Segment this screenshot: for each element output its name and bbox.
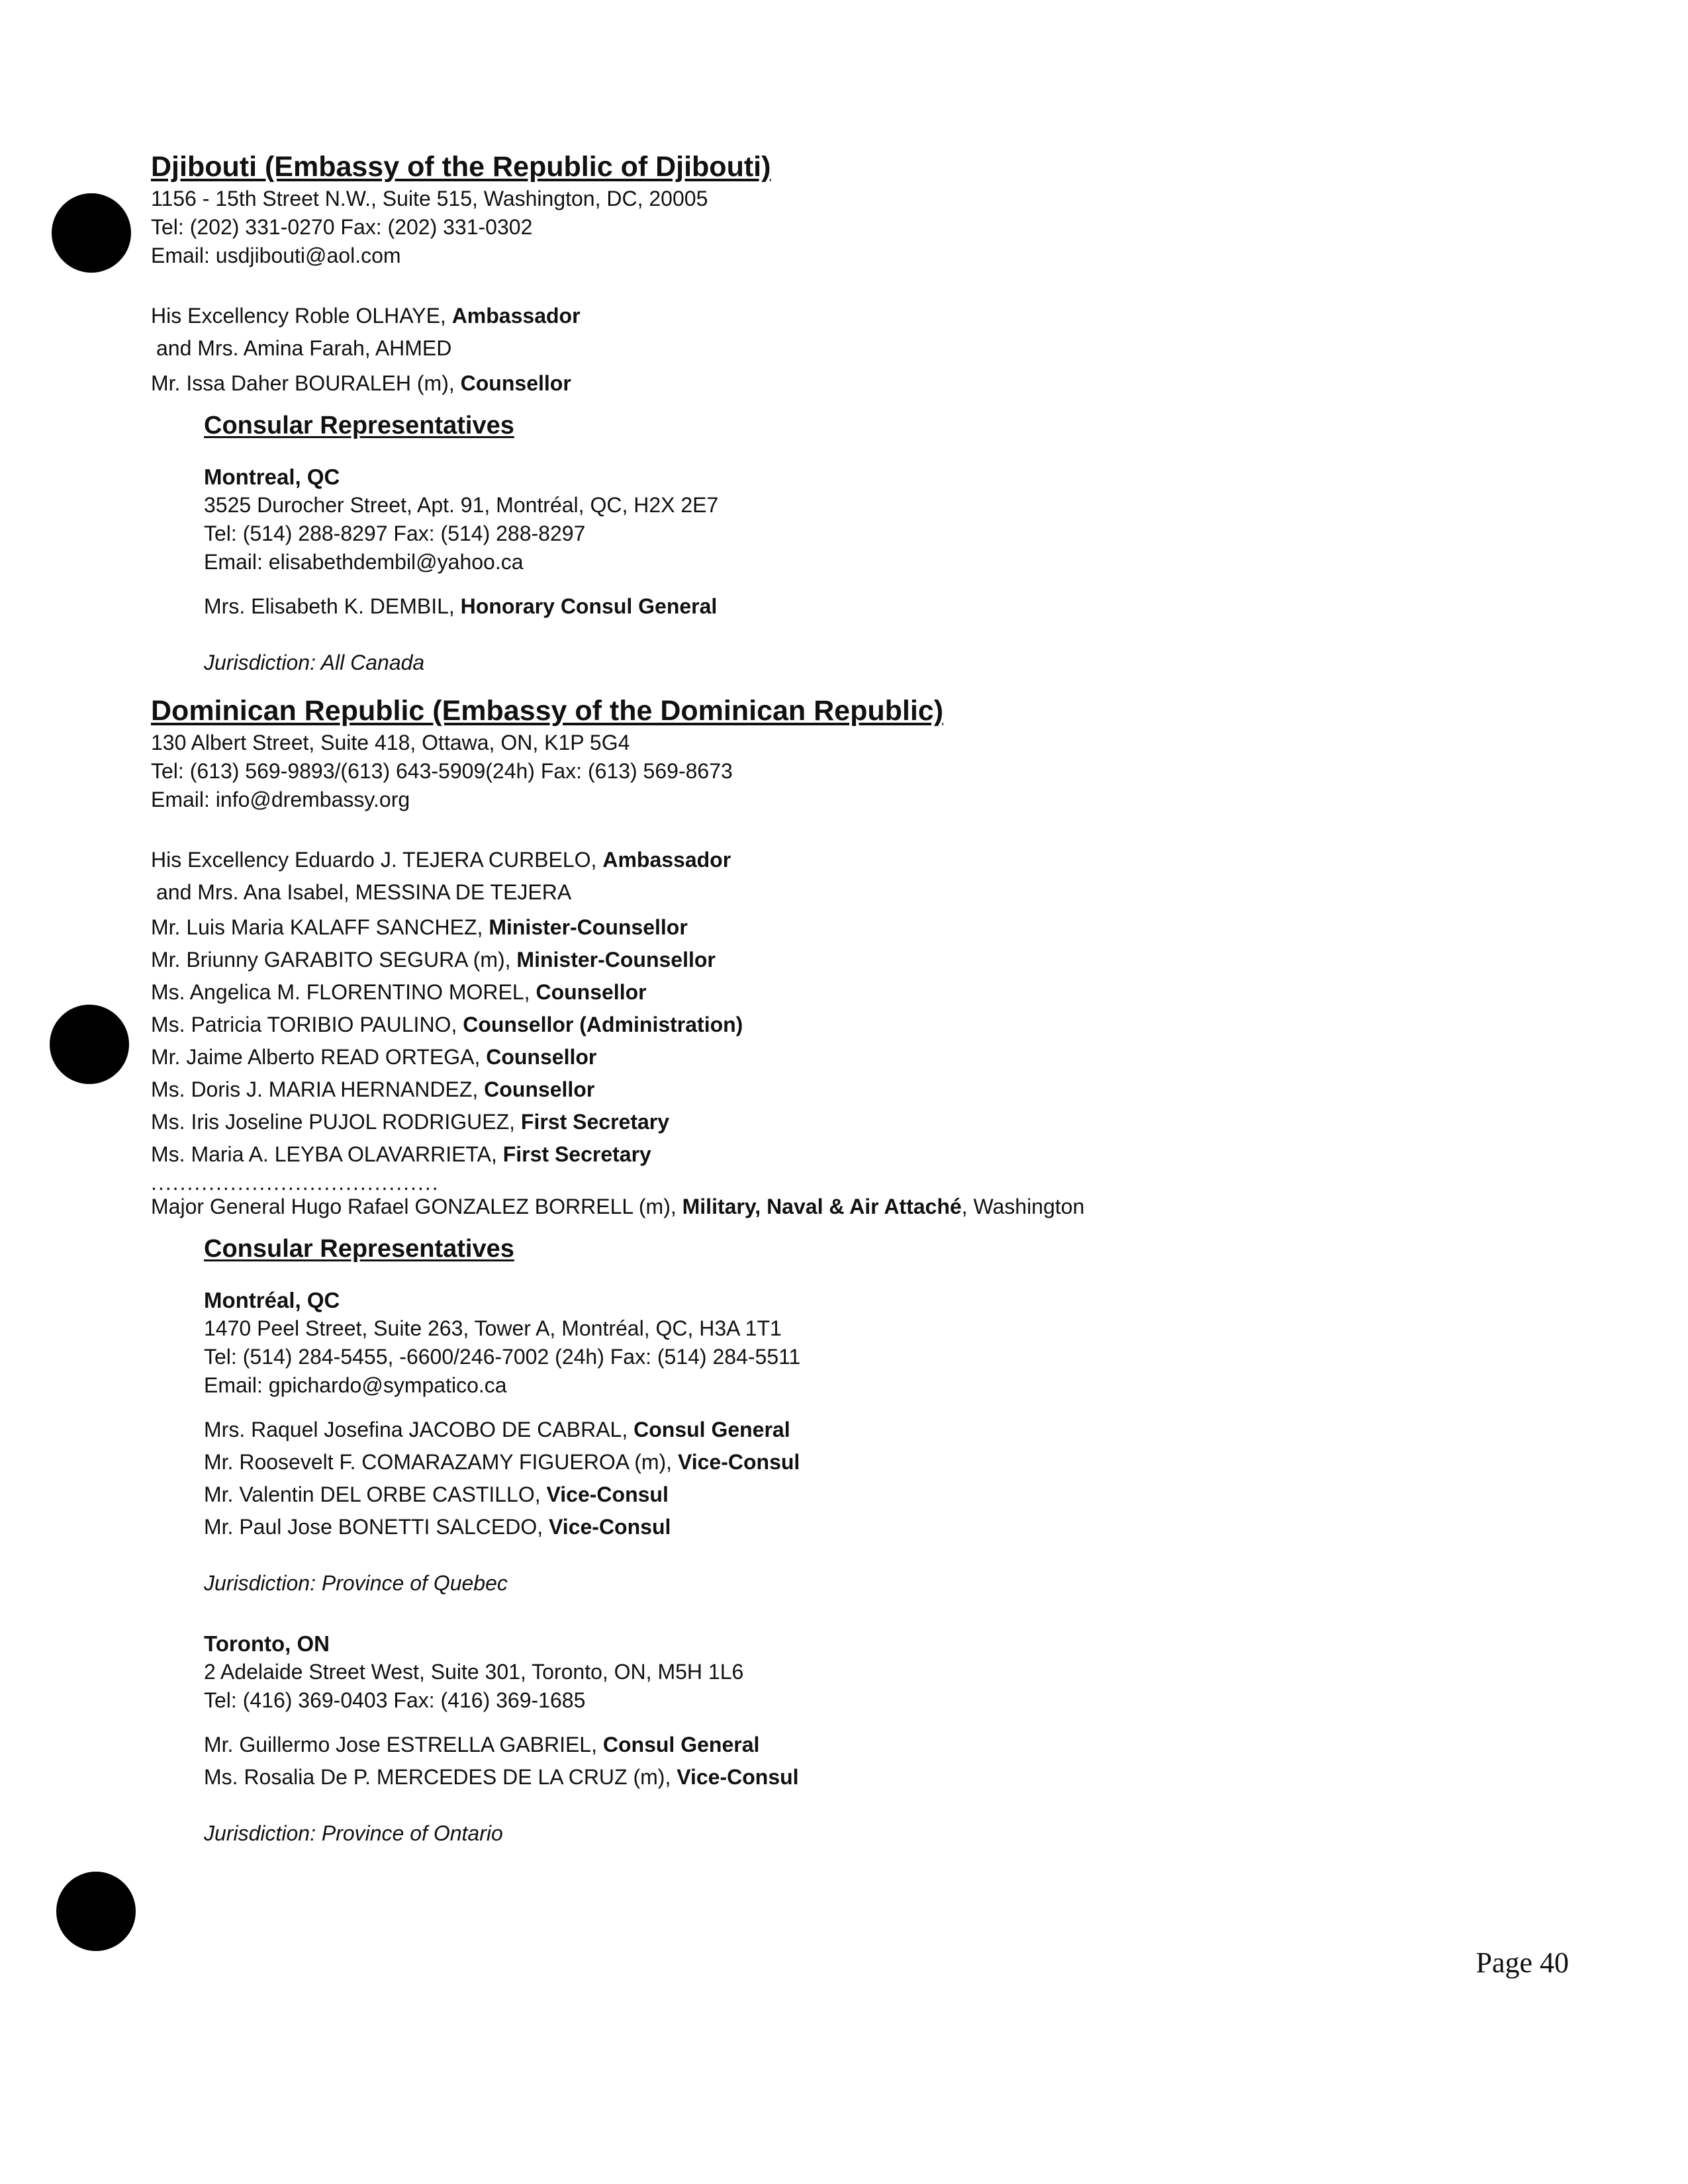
- jurisdiction-note: Jurisdiction: All Canada: [204, 651, 425, 674]
- consular-section: [204, 1233, 1574, 1848]
- jurisdiction-note: Jurisdiction: Province of Quebec: [204, 1571, 508, 1595]
- consular-heading: Consular Representatives: [204, 1235, 514, 1263]
- consulate-address: 2 Adelaide Street West, Suite 301, Toronto, ON, M5H 1L6: [204, 1660, 744, 1684]
- consulate-toronto: [204, 1629, 1574, 1848]
- staff-entry: Ms. Iris Joseline PUJOL RODRIGUEZ, First Secretary: [151, 1110, 670, 1134]
- attache-entry: Major General Hugo Rafael GONZALEZ BORRELL (m), Military, Naval & Air Attaché, Washington: [151, 1195, 1085, 1218]
- punch-hole-top: [52, 193, 131, 273]
- consulate-address: 3525 Durocher Street, Apt. 91, Montréal, QC, H2X 2E7: [204, 493, 719, 517]
- consulate-email: Email: gpichardo@sympatico.ca: [204, 1373, 507, 1397]
- consulate-city: Montréal, QC: [204, 1288, 340, 1312]
- consular-heading: Consular Representatives: [204, 412, 514, 439]
- embassy-phone: Tel: (613) 569-9893/(613) 643-5909(24h) Fax: (613) 569-8673: [151, 759, 733, 783]
- staff-entry: Mrs. Raquel Josefina JACOBO DE CABRAL, Consul General: [204, 1418, 790, 1441]
- staff-entry: Ms. Rosalia De P. MERCEDES DE LA CRUZ (m), Vice-Consul: [204, 1765, 799, 1789]
- consulate-email: Email: elisabethdembil@yahoo.ca: [204, 550, 524, 574]
- staff-spouse: and Mrs. Amina Farah, AHMED: [156, 336, 452, 360]
- staff-entry: Ms. Doris J. MARIA HERNANDEZ, Counsellor: [151, 1077, 595, 1101]
- consulate-city: Montreal, QC: [204, 465, 340, 489]
- embassy-heading: Djibouti (Embassy of the Republic of Djibouti): [151, 151, 771, 183]
- staff-entry: Mr. Issa Daher BOURALEH (m), Counsellor: [151, 371, 571, 395]
- consulate-phone: Tel: (514) 284-5455, -6600/246-7002 (24h) Fax: (514) 284-5511: [204, 1345, 801, 1369]
- consulate-city: Toronto, ON: [204, 1631, 330, 1656]
- staff-entry: His Excellency Eduardo J. TEJERA CURBELO, Ambassador: [151, 848, 731, 872]
- consular-section: [204, 410, 1574, 677]
- consulate-montreal: [204, 1286, 1574, 1598]
- staff-entry: Mr. Paul Jose BONETTI SALCEDO, Vice-Consul: [204, 1515, 671, 1539]
- embassy-email: Email: info@drembassy.org: [151, 788, 410, 811]
- staff-entry: Mr. Luis Maria KALAFF SANCHEZ, Minister-Counsellor: [151, 915, 688, 939]
- consulate-phone: Tel: (416) 369-0403 Fax: (416) 369-1685: [204, 1688, 586, 1712]
- staff-entry: Ms. Maria A. LEYBA OLAVARRIETA, First Secretary: [151, 1142, 651, 1166]
- jurisdiction-note: Jurisdiction: Province of Ontario: [204, 1821, 503, 1845]
- staff-entry: Mr. Jaime Alberto READ ORTEGA, Counsellor: [151, 1045, 597, 1069]
- staff-entry: His Excellency Roble OLHAYE, Ambassador: [151, 304, 581, 328]
- separator-dots: ........................................: [151, 1171, 440, 1195]
- embassy-email: Email: usdjibouti@aol.com: [151, 244, 401, 267]
- staff-entry: Mr. Valentin DEL ORBE CASTILLO, Vice-Consul: [204, 1482, 669, 1506]
- staff-entry: Mr. Briunny GARABITO SEGURA (m), Minister-Counsellor: [151, 948, 716, 972]
- page-number: Page 40: [1476, 1946, 1569, 1979]
- embassy-phone: Tel: (202) 331-0270 Fax: (202) 331-0302: [151, 215, 533, 239]
- directory-page: [151, 149, 1574, 1848]
- staff-entry: Mr. Roosevelt F. COMARAZAMY FIGUEROA (m), Vice-Consul: [204, 1450, 800, 1474]
- embassy-heading: Dominican Republic (Embassy of the Dominican Republic): [151, 695, 944, 727]
- staff-spouse: and Mrs. Ana Isabel, MESSINA DE TEJERA: [156, 880, 572, 904]
- staff-entry: Mr. Guillermo Jose ESTRELLA GABRIEL, Consul General: [204, 1733, 760, 1756]
- embassy-dominican-republic: [151, 693, 1574, 1848]
- staff-entry: Ms. Patricia TORIBIO PAULINO, Counsellor (Administration): [151, 1013, 743, 1036]
- embassy-djibouti: [151, 149, 1574, 677]
- staff-entry: Mrs. Elisabeth K. DEMBIL, Honorary Consul General: [204, 594, 718, 618]
- embassy-address: 130 Albert Street, Suite 418, Ottawa, ON, K1P 5G4: [151, 731, 630, 754]
- embassy-address: 1156 - 15th Street N.W., Suite 515, Washington, DC, 20005: [151, 187, 708, 210]
- punch-hole-middle: [50, 1005, 129, 1084]
- staff-entry: Ms. Angelica M. FLORENTINO MOREL, Counsellor: [151, 980, 647, 1004]
- consulate-address: 1470 Peel Street, Suite 263, Tower A, Montréal, QC, H3A 1T1: [204, 1316, 782, 1340]
- consulate-phone: Tel: (514) 288-8297 Fax: (514) 288-8297: [204, 522, 586, 545]
- punch-hole-bottom: [56, 1872, 136, 1951]
